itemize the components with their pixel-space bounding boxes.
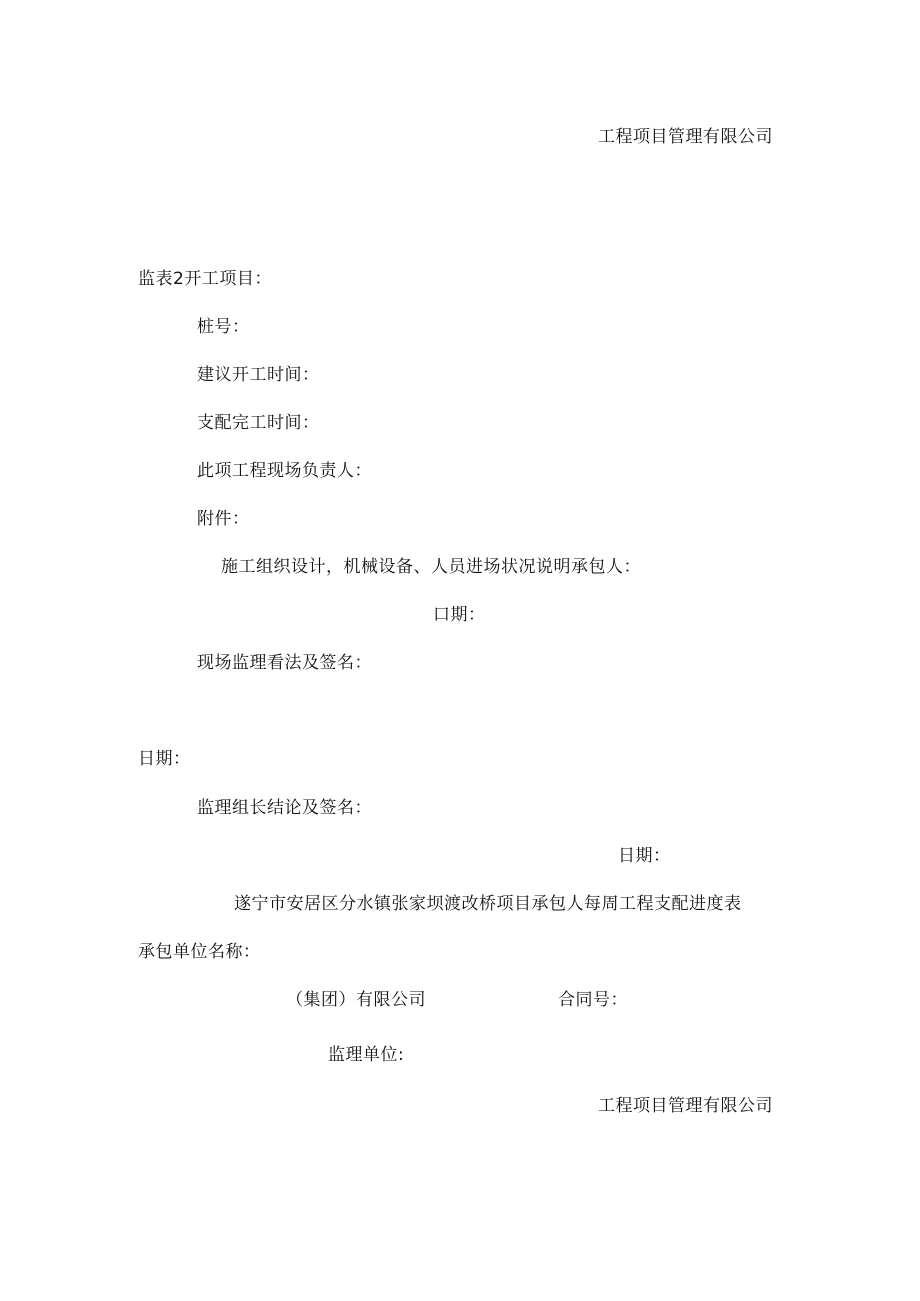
stake-label: 桩号： — [197, 317, 250, 337]
form-title: 监表2开工项目： — [138, 269, 272, 289]
attachments-text: 施工组织设计，机械设备、人员进场状况说明承包人： — [221, 557, 641, 577]
proposed-start-label: 建议开工时间： — [197, 365, 320, 385]
date-label-2: 日期： — [618, 846, 671, 866]
team-leader-label: 监理组长结论及签名： — [197, 798, 372, 818]
header-company: 工程项目管理有限公司 — [598, 127, 773, 147]
contract-no-label: 合同号： — [558, 990, 628, 1010]
supervision-unit-label: 监理单位: — [328, 1045, 405, 1065]
contractor-unit-value: （集团）有限公司 — [286, 990, 426, 1010]
schedule-title: 遂宁市安居区分水镇张家坝渡改桥项目承包人每周工程支配进度表 — [234, 894, 742, 914]
date-label-1: 日期： — [138, 749, 191, 769]
site-manager-label: 此项工程现场负责人： — [197, 461, 372, 481]
contractor-unit-label: 承包单位名称： — [138, 942, 261, 962]
planned-finish-label: 支配完工时间： — [197, 413, 320, 433]
contractor-date-label: 口期： — [433, 605, 486, 625]
attachments-label: 附件： — [197, 509, 250, 529]
site-supervision-label: 现场监理看法及签名： — [197, 653, 372, 673]
footer-company: 工程项目管理有限公司 — [598, 1096, 773, 1116]
